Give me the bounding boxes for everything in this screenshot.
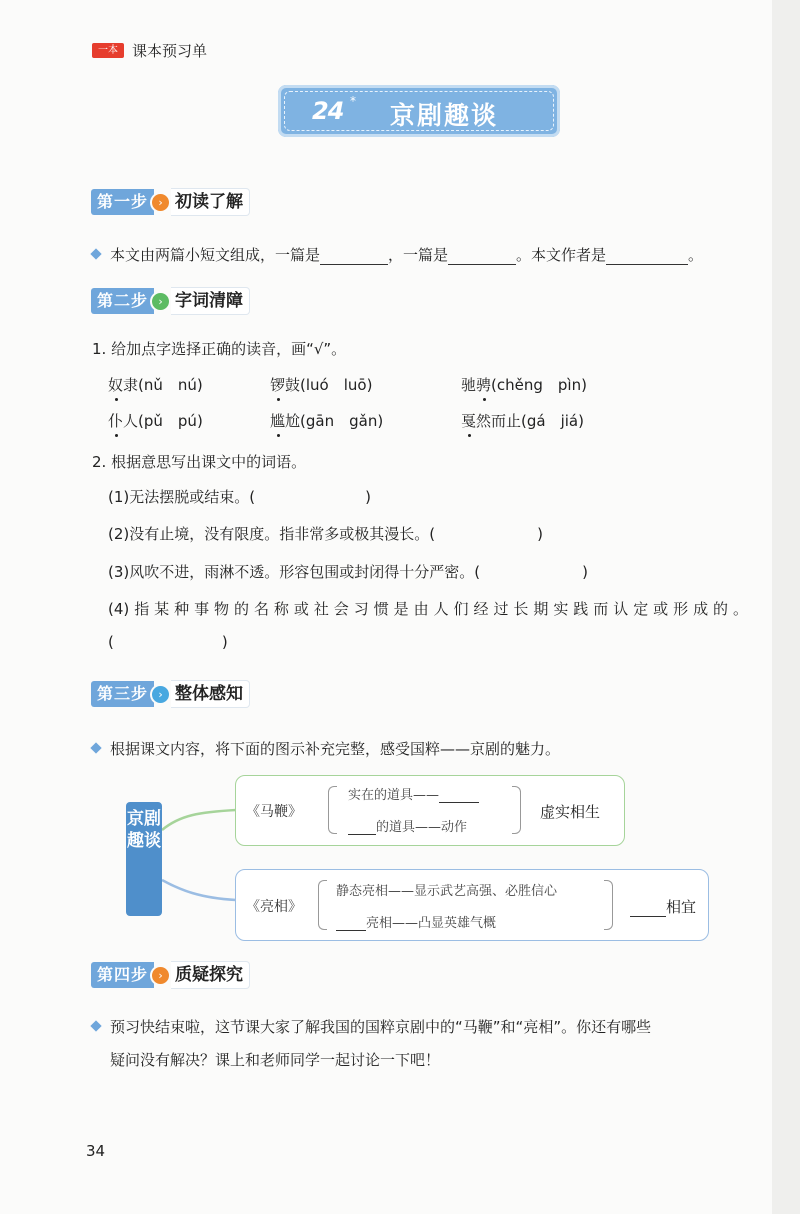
step-name: 字词清障 [171,287,250,315]
mind-map-connectors [160,790,240,920]
branch-result: 相宜 [630,896,696,917]
pinyin-choice: 奴隶(nǔ nú) [108,376,203,394]
step-name: 质疑探究 [171,961,250,989]
diamond-bullet-icon [90,742,101,753]
pinyin-options[interactable]: (pǔ pú) [138,412,203,430]
arrow-right-icon: › [150,291,171,312]
arrow-right-icon: › [150,192,171,213]
pinyin-options[interactable]: (gān gǎn) [300,412,384,430]
mind-map-branch-liangxiang [235,869,709,941]
branch-detail: 静态亮相——显示武艺高强、必胜信心 [336,884,558,899]
answer-blank[interactable] [336,917,366,931]
lesson-number: 24 [312,97,344,125]
step-1-heading [91,188,250,216]
definition-item: (3)风吹不进，雨淋不透。形容包围或封闭得十分严密。( ) [108,563,588,581]
arrow-right-icon: › [150,684,171,705]
pinyin-choice: 锣鼓(luó luō) [270,376,373,394]
step-4-text-line-1: 预习快结束啦，这节课大家了解我国的国粹京剧中的“马鞭”和“亮相”。你还有哪些 [92,1016,651,1037]
answer-parentheses[interactable]: ( ) [108,633,228,651]
brace-left [328,786,337,834]
step-name: 初读了解 [171,188,250,216]
page-number: 34 [86,1142,106,1160]
diamond-bullet-icon [90,248,101,259]
answer-blank[interactable] [630,900,666,917]
step-3-heading [91,680,250,708]
book-section-label: 课本预习单 [132,41,208,60]
branch-label: 《亮相》 [246,899,302,915]
lesson-title-banner [278,85,560,137]
step-1-question: 本文由两篇小短文组成，一篇是 ，一篇是 。本文作者是 。 [92,244,703,265]
brace-right [604,880,613,930]
pinyin-choice: 戛然而止(gá jiá) [461,412,584,430]
pinyin-choice: 尴尬(gān gǎn) [270,412,384,430]
step-tag: 第一步 [91,189,154,215]
branch-detail: 亮相——凸显英雄气概 [336,912,496,931]
page-edge [772,0,800,1214]
step-tag: 第二步 [91,288,154,314]
branch-detail: 的道具——动作 [348,816,467,835]
branch-result: 虚实相生 [540,803,601,821]
arrow-right-icon: › [150,965,171,986]
definition-item: (1)无法摆脱或结束。( ) [108,488,371,506]
mind-map-root: 京剧趣谈 [126,802,162,916]
brace-left [318,880,327,930]
branch-detail: 实在的道具—— [348,784,479,803]
step-tag: 第四步 [91,962,154,988]
brace-right [512,786,521,834]
lesson-title: 京剧趣谈 [390,101,499,130]
step-4-text-line-2: 疑问没有解决？课上和老师同学一起讨论一下吧！ [110,1051,441,1069]
pinyin-choice: 仆人(pǔ pú) [108,412,203,430]
question-1: 1. 给加点字选择正确的读音，画“√”。 [92,340,347,358]
question-2: 2. 根据意思写出课文中的词语。 [92,453,307,471]
answer-blank[interactable] [448,248,516,265]
definition-item: (4)指某种事物的名称或社会习惯是由人们经过长期实践而认定或形成的。 [108,600,748,618]
brand-logo: 一本 [92,43,124,58]
answer-blank[interactable] [320,248,388,265]
answer-blank[interactable] [439,789,479,803]
answer-blank[interactable] [348,821,376,835]
answer-blank[interactable] [606,248,688,265]
pinyin-options[interactable]: (luó luō) [300,376,373,394]
pinyin-options[interactable]: (chěng pìn) [491,376,587,394]
step-name: 整体感知 [171,680,250,708]
step-2-heading [91,287,250,315]
pinyin-options[interactable]: (gá jiá) [521,412,584,430]
pinyin-options[interactable]: (nǔ nú) [138,376,203,394]
diamond-bullet-icon [90,1020,101,1031]
book-header [92,40,207,60]
step-tag: 第三步 [91,681,154,707]
step-3-prompt: 根据课文内容，将下面的图示补充完整，感受国粹——京剧的魅力。 [92,738,560,759]
mind-map-branch-mabian [235,775,625,846]
definition-item: (2)没有止境，没有限度。指非常多或极其漫长。( ) [108,525,543,543]
branch-label: 《马鞭》 [246,804,302,820]
self-study-mark: * [350,94,356,108]
step-4-heading [91,961,250,989]
pinyin-choice: 驰骋(chěng pìn) [461,376,587,394]
